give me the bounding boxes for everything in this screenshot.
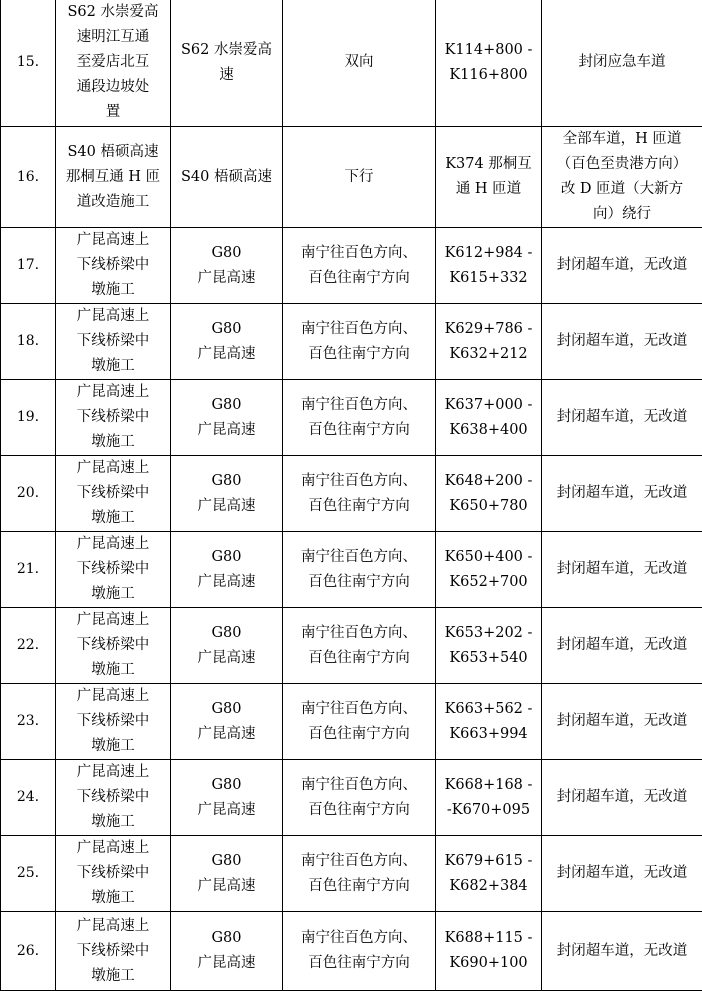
cell-text-line: S62 水崇爱高	[59, 0, 167, 25]
stake-range-cell	[436, 304, 542, 380]
cell-text-line: 下线桥梁中	[59, 861, 167, 886]
cell-text-line: K650+400 -	[439, 545, 538, 570]
cell-text-line: （百色至贵港方向）	[545, 152, 699, 177]
cell-text-line: 24.	[4, 785, 52, 810]
direction-cell	[283, 684, 436, 760]
project-name-cell	[56, 0, 171, 127]
table-row	[1, 532, 702, 608]
cell-text-line: 百色往南宁方向	[286, 722, 432, 747]
cell-text-line: 封闭超车道，无改道	[545, 481, 699, 506]
direction-cell	[283, 228, 436, 304]
cell-text-line: 20.	[4, 481, 52, 506]
cell-text-line: 百色往南宁方向	[286, 646, 432, 671]
stake-range-cell	[436, 532, 542, 608]
table-body	[1, 0, 702, 991]
control-measure-cell	[542, 912, 702, 991]
table-row	[1, 380, 702, 456]
cell-text-line: K638+400	[439, 418, 538, 443]
project-name-cell	[56, 380, 171, 456]
cell-text-line: K668+168 -	[439, 773, 538, 798]
direction-cell	[283, 380, 436, 456]
direction-cell	[283, 608, 436, 684]
cell-text-line: 速	[174, 63, 279, 88]
cell-text-line: 下线桥梁中	[59, 405, 167, 430]
cell-text-line: 墩施工	[59, 506, 167, 531]
control-measure-cell	[542, 228, 702, 304]
row-number-cell	[1, 0, 56, 127]
cell-text-line: 广昆高速上	[59, 760, 167, 785]
cell-text-line: S62 水崇爱高	[174, 38, 279, 63]
cell-text-line: 广昆高速	[174, 570, 279, 595]
cell-text-line: 那桐互通 H 匝	[59, 165, 167, 190]
cell-text-line: 至爱店北互	[59, 50, 167, 75]
row-number-cell	[1, 380, 56, 456]
cell-text-line: 双向	[286, 50, 432, 75]
cell-text-line: 速明江互通	[59, 25, 167, 50]
cell-text-line: K629+786 -	[439, 317, 538, 342]
cell-text-line: 下线桥梁中	[59, 557, 167, 582]
cell-text-line: 下线桥梁中	[59, 939, 167, 964]
control-measure-cell	[542, 608, 702, 684]
cell-text-line: 墩施工	[59, 734, 167, 759]
cell-text-line: 置	[59, 100, 167, 125]
cell-text-line: 18.	[4, 329, 52, 354]
cell-text-line: G80	[174, 926, 279, 951]
table-row	[1, 228, 702, 304]
table-row	[1, 304, 702, 380]
direction-cell	[283, 127, 436, 228]
project-name-cell	[56, 532, 171, 608]
cell-text-line: 墩施工	[59, 810, 167, 835]
cell-text-line: 广昆高速	[174, 418, 279, 443]
cell-text-line: 广昆高速上	[59, 380, 167, 405]
cell-text-line: K663+994	[439, 722, 538, 747]
cell-text-line: 封闭超车道，无改道	[545, 329, 699, 354]
cell-text-line: K632+212	[439, 342, 538, 367]
cell-text-line: 道改造施工	[59, 190, 167, 215]
cell-text-line: 21.	[4, 557, 52, 582]
cell-text-line: 广昆高速	[174, 646, 279, 671]
cell-text-line: G80	[174, 241, 279, 266]
stake-range-cell	[436, 836, 542, 912]
cell-text-line: 广昆高速上	[59, 532, 167, 557]
road-name-cell	[171, 0, 283, 127]
cell-text-line: G80	[174, 393, 279, 418]
cell-text-line: 百色往南宁方向	[286, 494, 432, 519]
cell-text-line: 15.	[4, 50, 52, 75]
cell-text-line: 26.	[4, 939, 52, 964]
control-measure-cell	[542, 380, 702, 456]
cell-text-line: 封闭应急车道	[545, 50, 699, 75]
cell-text-line: 下线桥梁中	[59, 329, 167, 354]
row-number-cell	[1, 836, 56, 912]
cell-text-line: K679+615 -	[439, 849, 538, 874]
table-row	[1, 760, 702, 836]
cell-text-line: 广昆高速	[174, 874, 279, 899]
row-number-cell	[1, 456, 56, 532]
cell-text-line: 下行	[286, 165, 432, 190]
cell-text-line: 南宁往百色方向、	[286, 317, 432, 342]
stake-range-cell	[436, 127, 542, 228]
cell-text-line: 南宁往百色方向、	[286, 393, 432, 418]
direction-cell	[283, 912, 436, 991]
cell-text-line: 墩施工	[59, 658, 167, 683]
road-name-cell	[171, 304, 283, 380]
cell-text-line: 下线桥梁中	[59, 633, 167, 658]
cell-text-line: 16.	[4, 165, 52, 190]
table-row	[1, 456, 702, 532]
cell-text-line: G80	[174, 317, 279, 342]
cell-text-line: 百色往南宁方向	[286, 266, 432, 291]
project-name-cell	[56, 912, 171, 991]
stake-range-cell	[436, 228, 542, 304]
cell-text-line: 南宁往百色方向、	[286, 926, 432, 951]
cell-text-line: K116+800	[439, 63, 538, 88]
project-name-cell	[56, 228, 171, 304]
road-name-cell	[171, 684, 283, 760]
table-row	[1, 127, 702, 228]
cell-text-line: 17.	[4, 253, 52, 278]
cell-text-line: 通 H 匝道	[439, 177, 538, 202]
control-measure-cell	[542, 0, 702, 127]
cell-text-line: G80	[174, 773, 279, 798]
cell-text-line: 下线桥梁中	[59, 253, 167, 278]
cell-text-line: S40 梧硕高速	[174, 165, 279, 190]
road-name-cell	[171, 836, 283, 912]
road-name-cell	[171, 608, 283, 684]
cell-text-line: 南宁往百色方向、	[286, 545, 432, 570]
cell-text-line: K653+540	[439, 646, 538, 671]
row-number-cell	[1, 127, 56, 228]
road-name-cell	[171, 228, 283, 304]
control-measure-cell	[542, 532, 702, 608]
road-name-cell	[171, 532, 283, 608]
table-row	[1, 0, 702, 127]
direction-cell	[283, 304, 436, 380]
cell-text-line: 墩施工	[59, 354, 167, 379]
cell-text-line: 改 D 匝道（大新方	[545, 177, 699, 202]
table-row	[1, 608, 702, 684]
stake-range-cell	[436, 912, 542, 991]
cell-text-line: K648+200 -	[439, 469, 538, 494]
cell-text-line: 墩施工	[59, 964, 167, 989]
direction-cell	[283, 836, 436, 912]
cell-text-line: 广昆高速	[174, 951, 279, 976]
cell-text-line: 通段边坡处	[59, 75, 167, 100]
road-name-cell	[171, 127, 283, 228]
cell-text-line: 广昆高速	[174, 798, 279, 823]
cell-text-line: 广昆高速上	[59, 684, 167, 709]
project-name-cell	[56, 760, 171, 836]
cell-text-line: K615+332	[439, 266, 538, 291]
project-name-cell	[56, 304, 171, 380]
cell-text-line: K114+800 -	[439, 38, 538, 63]
cell-text-line: G80	[174, 849, 279, 874]
cell-text-line: 19.	[4, 405, 52, 430]
cell-text-line: 封闭超车道，无改道	[545, 861, 699, 886]
row-number-cell	[1, 760, 56, 836]
cell-text-line: 墩施工	[59, 886, 167, 911]
cell-text-line: 广昆高速	[174, 494, 279, 519]
stake-range-cell	[436, 380, 542, 456]
cell-text-line: 南宁往百色方向、	[286, 621, 432, 646]
cell-text-line: 百色往南宁方向	[286, 874, 432, 899]
row-number-cell	[1, 228, 56, 304]
cell-text-line: 封闭超车道，无改道	[545, 709, 699, 734]
cell-text-line: 百色往南宁方向	[286, 570, 432, 595]
cell-text-line: 广昆高速上	[59, 304, 167, 329]
direction-cell	[283, 456, 436, 532]
row-number-cell	[1, 304, 56, 380]
cell-text-line: 百色往南宁方向	[286, 342, 432, 367]
cell-text-line: 百色往南宁方向	[286, 418, 432, 443]
stake-range-cell	[436, 684, 542, 760]
cell-text-line: K612+984 -	[439, 241, 538, 266]
control-measure-cell	[542, 304, 702, 380]
cell-text-line: 下线桥梁中	[59, 481, 167, 506]
cell-text-line: 23.	[4, 709, 52, 734]
cell-text-line: 广昆高速	[174, 342, 279, 367]
cell-text-line: 广昆高速上	[59, 914, 167, 939]
cell-text-line: 广昆高速上	[59, 456, 167, 481]
project-name-cell	[56, 684, 171, 760]
cell-text-line: G80	[174, 469, 279, 494]
cell-text-line: 南宁往百色方向、	[286, 697, 432, 722]
cell-text-line: 封闭超车道，无改道	[545, 785, 699, 810]
road-name-cell	[171, 456, 283, 532]
cell-text-line: K682+384	[439, 874, 538, 899]
direction-cell	[283, 760, 436, 836]
cell-text-line: 南宁往百色方向、	[286, 773, 432, 798]
project-name-cell	[56, 608, 171, 684]
stake-range-cell	[436, 0, 542, 127]
cell-text-line: 封闭超车道，无改道	[545, 557, 699, 582]
table-row	[1, 836, 702, 912]
project-name-cell	[56, 127, 171, 228]
cell-text-line: 下线桥梁中	[59, 785, 167, 810]
road-name-cell	[171, 760, 283, 836]
row-number-cell	[1, 912, 56, 991]
stake-range-cell	[436, 608, 542, 684]
cell-text-line: 下线桥梁中	[59, 709, 167, 734]
cell-text-line: G80	[174, 697, 279, 722]
cell-text-line: 封闭超车道，无改道	[545, 405, 699, 430]
cell-text-line: S40 梧硕高速	[59, 140, 167, 165]
project-name-cell	[56, 836, 171, 912]
cell-text-line: K652+700	[439, 570, 538, 595]
cell-text-line: 墩施工	[59, 582, 167, 607]
cell-text-line: 向）绕行	[545, 202, 699, 227]
cell-text-line: -K670+095	[439, 798, 538, 823]
cell-text-line: 南宁往百色方向、	[286, 849, 432, 874]
stake-range-cell	[436, 456, 542, 532]
stake-range-cell	[436, 760, 542, 836]
cell-text-line: 封闭超车道，无改道	[545, 633, 699, 658]
cell-text-line: K374 那桐互	[439, 152, 538, 177]
cell-text-line: K653+202 -	[439, 621, 538, 646]
cell-text-line: 广昆高速上	[59, 836, 167, 861]
cell-text-line: 广昆高速	[174, 722, 279, 747]
cell-text-line: K690+100	[439, 951, 538, 976]
cell-text-line: G80	[174, 545, 279, 570]
cell-text-line: 25.	[4, 861, 52, 886]
control-measure-cell	[542, 456, 702, 532]
cell-text-line: 22.	[4, 633, 52, 658]
cell-text-line: 南宁往百色方向、	[286, 241, 432, 266]
cell-text-line: 封闭超车道，无改道	[545, 939, 699, 964]
row-number-cell	[1, 684, 56, 760]
cell-text-line: K688+115 -	[439, 926, 538, 951]
row-number-cell	[1, 608, 56, 684]
cell-text-line: 百色往南宁方向	[286, 798, 432, 823]
control-measure-cell	[542, 684, 702, 760]
table-row	[1, 912, 702, 991]
direction-cell	[283, 532, 436, 608]
cell-text-line: 广昆高速	[174, 266, 279, 291]
cell-text-line: 南宁往百色方向、	[286, 469, 432, 494]
road-name-cell	[171, 912, 283, 991]
cell-text-line: G80	[174, 621, 279, 646]
cell-text-line: K663+562 -	[439, 697, 538, 722]
control-measure-cell	[542, 127, 702, 228]
cell-text-line: K637+000 -	[439, 393, 538, 418]
direction-cell	[283, 0, 436, 127]
control-measure-cell	[542, 760, 702, 836]
road-name-cell	[171, 380, 283, 456]
cell-text-line: 墩施工	[59, 430, 167, 455]
control-measure-cell	[542, 836, 702, 912]
cell-text-line: 广昆高速上	[59, 228, 167, 253]
cell-text-line: 墩施工	[59, 278, 167, 303]
cell-text-line: 广昆高速上	[59, 608, 167, 633]
cell-text-line: 百色往南宁方向	[286, 951, 432, 976]
cell-text-line: 封闭超车道，无改道	[545, 253, 699, 278]
cell-text-line: 全部车道，H 匝道	[545, 127, 699, 152]
cell-text-line: K650+780	[439, 494, 538, 519]
table-row	[1, 684, 702, 760]
project-name-cell	[56, 456, 171, 532]
row-number-cell	[1, 532, 56, 608]
